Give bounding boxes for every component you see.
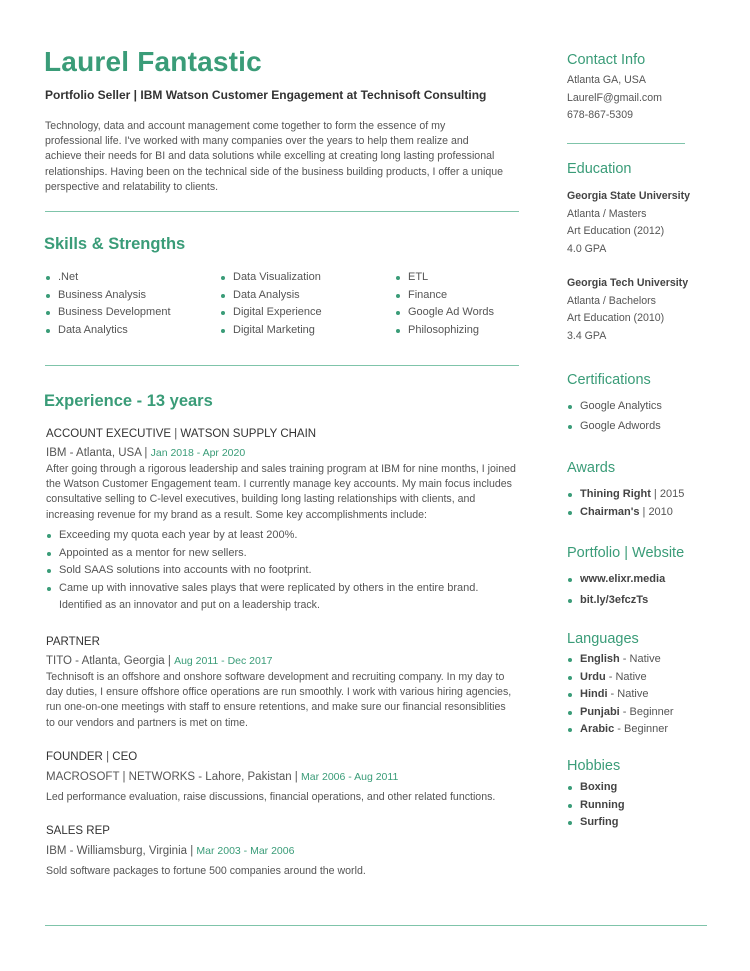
awards-heading: Awards bbox=[567, 460, 616, 476]
section-divider bbox=[45, 365, 519, 366]
skill-item: Google Ad Words bbox=[395, 305, 494, 323]
skill-item: Digital Experience bbox=[220, 305, 322, 323]
portfolio-link[interactable]: www.elixr.media bbox=[567, 572, 665, 593]
certification-item: Google Adwords bbox=[567, 419, 662, 439]
job-company: TITO - Atlanta, Georgia | Aug 2011 - Dec 2017 bbox=[46, 655, 273, 667]
education-heading: Education bbox=[567, 161, 632, 177]
skill-item: ETL bbox=[395, 270, 494, 288]
job-description: Technisoft is an offshore and onshore software development and recruiting company. In my day to day duties, I ensure offshore office operations are run smoothly. I work with various hiring agencies, run one-on-one meetings with staff to ensure retentions, and make sure our financial resonsiblities to our vendors and partners is met on time. bbox=[46, 671, 512, 729]
portfolio-heading: Portfolio | Website bbox=[567, 545, 685, 561]
languages-heading: Languages bbox=[567, 631, 639, 647]
skill-item: Finance bbox=[395, 288, 494, 306]
school-name: Georgia Tech University bbox=[567, 277, 689, 289]
school-degree: Atlanta / Bachelors bbox=[567, 294, 656, 307]
skills-list-3 bbox=[395, 270, 494, 340]
skill-item: Digital Marketing bbox=[220, 323, 322, 341]
award-item: Thining Right | 2015 bbox=[567, 487, 684, 505]
accomplishment-item: Appointed as a mentor for new sellers. bbox=[46, 546, 516, 564]
job-title: FOUNDER | CEO bbox=[46, 751, 138, 763]
certification-item: Google Analytics bbox=[567, 399, 662, 419]
job-dates: Mar 2006 - Aug 2011 bbox=[301, 771, 399, 783]
contact-details bbox=[567, 72, 662, 125]
job-title: ACCOUNT EXECUTIVE | WATSON SUPPLY CHAIN bbox=[46, 428, 317, 440]
certifications-list bbox=[567, 399, 662, 439]
skill-item: Business Development bbox=[45, 305, 171, 323]
skill-item: Data Analysis bbox=[220, 288, 322, 306]
skills-heading: Skills & Strengths bbox=[44, 235, 186, 253]
language-item: English - Native bbox=[567, 652, 674, 670]
experience-heading: Experience - 13 years bbox=[44, 392, 213, 410]
job-company: MACROSOFT | NETWORKS - Lahore, Pakistan | Mar 2006 - Aug 2011 bbox=[46, 771, 399, 783]
language-item: Hindi - Native bbox=[567, 687, 674, 705]
job-company: IBM - Williamsburg, Virginia | Mar 2003 - Mar 2006 bbox=[46, 845, 295, 857]
school-field: Art Education (2010) bbox=[567, 312, 665, 325]
section-divider bbox=[45, 211, 519, 212]
school-degree: Atlanta / Masters bbox=[567, 207, 647, 220]
footer-divider bbox=[45, 925, 707, 926]
job-title: SALES REP bbox=[46, 825, 110, 837]
language-item: Punjabi - Beginner bbox=[567, 705, 674, 723]
job-title: PARTNER bbox=[46, 636, 100, 648]
skill-item: Business Analysis bbox=[45, 288, 171, 306]
professional-summary: Technology, data and account management come together to form the essence of my professional life. I've worked with many companies over the years to help them realize and achieve their needs for BI and data solutions while excelling at creating long lasting professional relationships. Having been on the technical side of the business building products, I offer a unique perspective and relatability to clients. bbox=[45, 120, 503, 193]
award-item: Chairman's | 2010 bbox=[567, 505, 684, 523]
accomplishment-continuation: Identified as an innovator and put on a leadership track. bbox=[59, 599, 320, 611]
hobbies-heading: Hobbies bbox=[567, 758, 621, 774]
accomplishment-item: Sold SAAS solutions into accounts with no footprint. bbox=[46, 563, 516, 581]
languages-list bbox=[567, 652, 674, 740]
hobbies-list bbox=[567, 780, 625, 833]
job-dates: Jan 2018 - Apr 2020 bbox=[150, 447, 246, 459]
skill-item: Data Analytics bbox=[45, 323, 171, 341]
job-company: IBM - Atlanta, USA | Jan 2018 - Apr 2020 bbox=[46, 447, 246, 459]
job-accomplishments bbox=[46, 528, 516, 598]
hobby-item: Boxing bbox=[567, 780, 625, 798]
skills-list-2 bbox=[220, 270, 322, 340]
contact-location: Atlanta GA, USA bbox=[567, 74, 646, 86]
job-dates: Aug 2011 - Dec 2017 bbox=[174, 655, 273, 667]
hobby-item: Surfing bbox=[567, 815, 625, 833]
certifications-heading: Certifications bbox=[567, 372, 651, 388]
portfolio-link[interactable]: bit.ly/3efczTs bbox=[567, 593, 665, 614]
accomplishment-item: Exceeding my quota each year by at least 200%. bbox=[46, 528, 516, 546]
skill-item: Philosophizing bbox=[395, 323, 494, 341]
language-item: Arabic - Beginner bbox=[567, 722, 674, 740]
hobby-item: Running bbox=[567, 798, 625, 816]
awards-list bbox=[567, 487, 684, 522]
skill-item: Data Visualization bbox=[220, 270, 322, 288]
skills-list-1 bbox=[45, 270, 171, 340]
education-entry bbox=[567, 275, 688, 345]
job-description: After going through a rigorous leadership and sales training program at IBM for nine months, I joined the Watson Customer Engagement team. I currently manage key accounts. My main focus includes consultative selling to C-level executives, building long lasting relationships with clients, and increasing revenue for my brand as a result. Some key accomplishments include: bbox=[46, 463, 516, 521]
job-description: Sold software packages to fortune 500 companies around the world. bbox=[46, 865, 366, 877]
job-description: Led performance evaluation, raise discussions, financial operations, and other related functions. bbox=[46, 791, 496, 803]
school-name: Georgia State University bbox=[567, 190, 691, 202]
skill-item: .Net bbox=[45, 270, 171, 288]
contact-divider bbox=[567, 143, 685, 144]
language-item: Urdu - Native bbox=[567, 670, 674, 688]
school-field: Art Education (2012) bbox=[567, 225, 665, 238]
contact-phone[interactable]: 678-867-5309 bbox=[567, 109, 633, 122]
school-gpa: 4.0 GPA bbox=[567, 242, 607, 255]
education-entry bbox=[567, 188, 690, 258]
contact-heading: Contact Info bbox=[567, 52, 646, 68]
contact-email[interactable]: LaurelF@gmail.com bbox=[567, 91, 662, 104]
resume-name: Laurel Fantastic bbox=[44, 46, 262, 77]
resume-subtitle: Portfolio Seller | IBM Watson Customer Engagement at Technisoft Consulting bbox=[45, 88, 487, 102]
accomplishment-item: Came up with innovative sales plays that were replicated by others in the entire brand. bbox=[46, 581, 516, 599]
job-dates: Mar 2003 - Mar 2006 bbox=[196, 845, 295, 857]
portfolio-list bbox=[567, 572, 665, 614]
school-gpa: 3.4 GPA bbox=[567, 329, 607, 342]
